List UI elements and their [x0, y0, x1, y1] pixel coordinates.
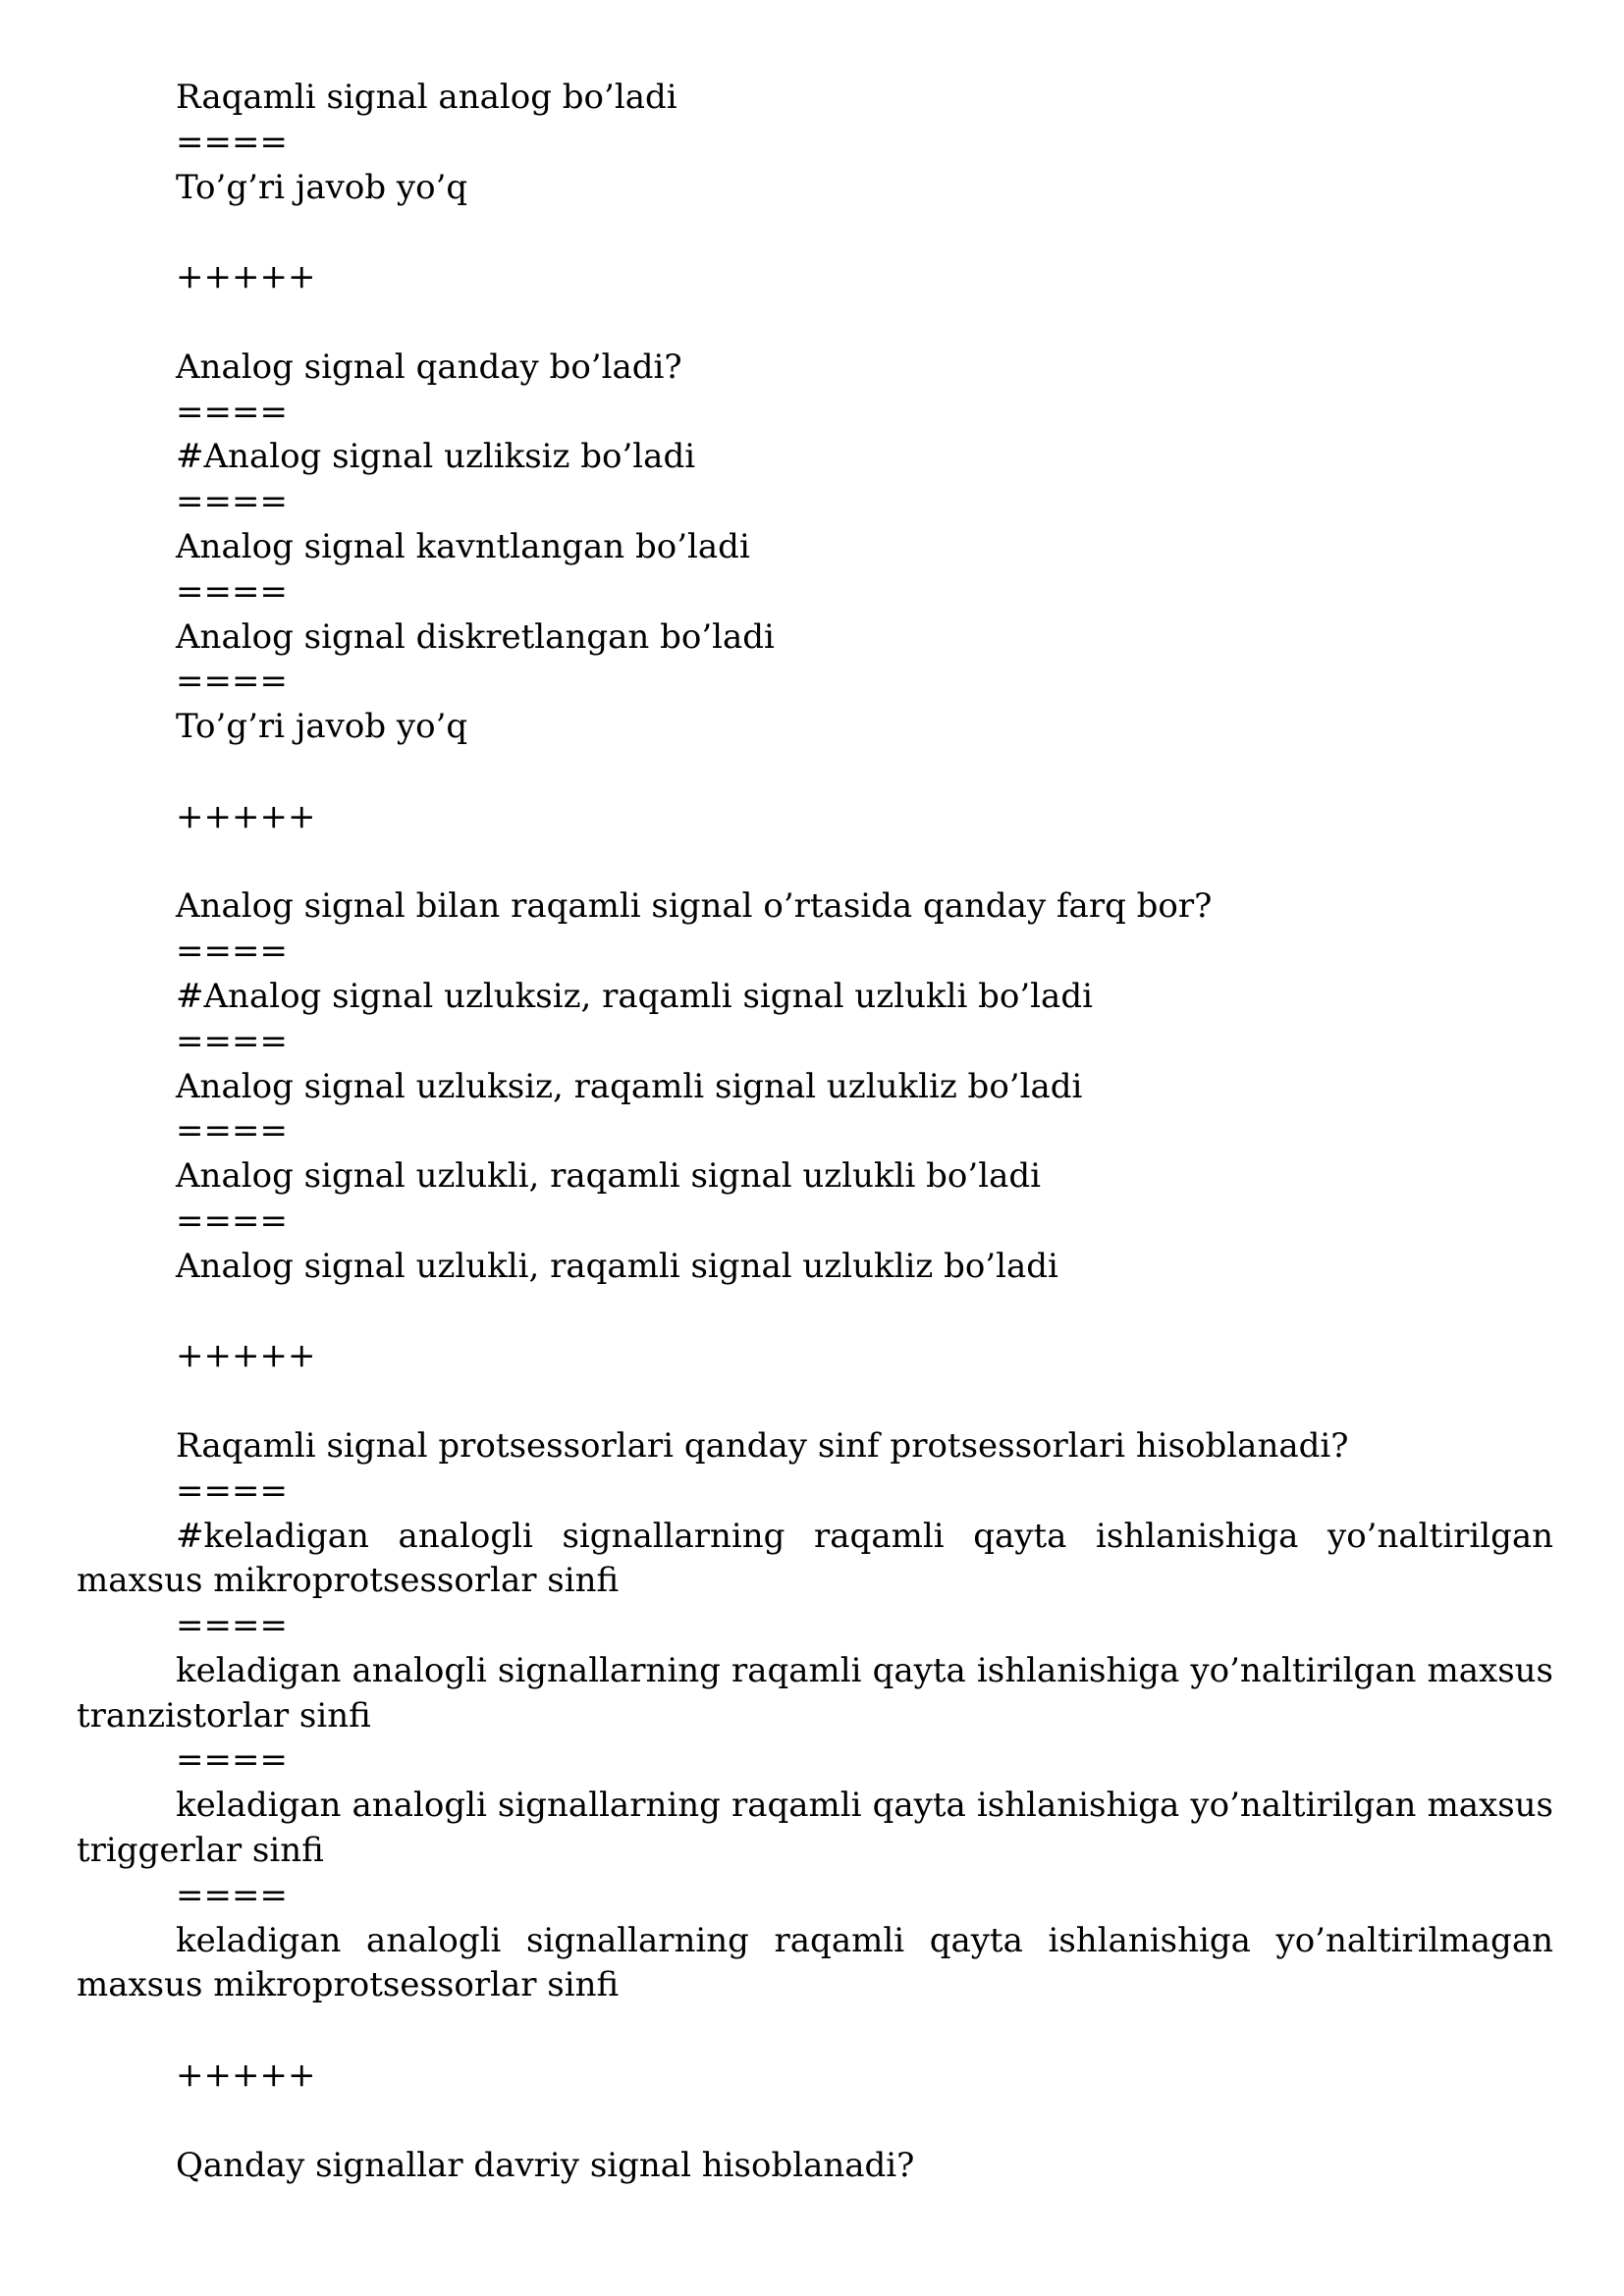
- question-text: Analog signal qanday bo’ladi?: [176, 347, 682, 387]
- question-text: Raqamli signal protsessorlari qanday sinf protsessorlari hisoblanadi?: [176, 1425, 1349, 1466]
- answer-separator: ====: [176, 932, 288, 972]
- question-separator: +++++: [176, 796, 316, 836]
- answer-separator: ====: [176, 1606, 288, 1646]
- answer-separator: ====: [176, 1021, 288, 1061]
- blank-line: [77, 210, 1553, 255]
- answer-separator: ====: [176, 1201, 288, 1241]
- question-text: Qanday signallar davriy signal hisoblanadi?: [176, 2145, 915, 2185]
- blank-line: [77, 840, 1553, 885]
- answer-option: Raqamli signal analog bo’ladi: [176, 78, 677, 117]
- blank-line: [77, 1379, 1553, 1424]
- blank-line: [77, 300, 1553, 346]
- answer-separator: ====: [176, 1470, 288, 1511]
- question-separator: +++++: [176, 2056, 316, 2096]
- answer-separator: ====: [176, 122, 288, 162]
- answer-separator: ====: [176, 482, 288, 522]
- blank-line: [77, 1290, 1553, 1335]
- answer-option-correct: #Analog signal uzliksiz bo’ladi: [176, 437, 696, 477]
- answer-option-correct: #Analog signal uzluksiz, raqamli signal uzlukli bo’ladi: [176, 976, 1093, 1016]
- answer-separator: ====: [176, 392, 288, 432]
- answer-option: keladigan analogli signallarning raqamli qayta ishlanishiga yo’naltirilgan maxsus triggerlar sinfi: [77, 1786, 1553, 1871]
- answer-option: keladigan analogli signallarning raqamli qayta ishlanishiga yo’naltirilgan maxsus tranzistorlar sinfi: [77, 1650, 1553, 1735]
- answer-separator: ====: [176, 1875, 288, 1915]
- answer-option: Analog signal uzluksiz, raqamli signal uzlukliz bo’ladi: [176, 1066, 1083, 1106]
- question-separator: +++++: [176, 1336, 316, 1376]
- document-page: [77, 76, 1553, 2188]
- answer-option: keladigan analogli signallarning raqamli qayta ishlanishiga yo’naltirilmagan maxsus mikroprotsessorlar sinfi: [77, 1920, 1553, 2005]
- answer-separator: ====: [176, 1740, 288, 1781]
- answer-separator: ====: [176, 1111, 288, 1151]
- blank-line: [77, 750, 1553, 795]
- answer-option-correct: #keladigan analogli signallarning raqamli qayta ishlanishiga yo’naltirilgan maxsus mikroprotsessorlar sinfi: [77, 1516, 1553, 1601]
- question-text: Analog signal bilan raqamli signal o’rtasida qanday farq bor?: [176, 886, 1213, 927]
- answer-option: Analog signal uzlukli, raqamli signal uzlukli bo’ladi: [176, 1156, 1041, 1197]
- answer-option: Analog signal kavntlangan bo’ladi: [176, 526, 750, 566]
- blank-line: [77, 2008, 1553, 2054]
- answer-separator: ====: [176, 571, 288, 612]
- answer-option: Analog signal diskretlangan bo’ladi: [176, 616, 775, 657]
- answer-option: Analog signal uzlukli, raqamli signal uzlukliz bo’ladi: [176, 1246, 1058, 1286]
- answer-option: To’g’ri javob yo’q: [176, 707, 468, 747]
- blank-line: [77, 2099, 1553, 2144]
- question-separator: +++++: [176, 257, 316, 297]
- answer-separator: ====: [176, 662, 288, 702]
- answer-option: To’g’ri javob yo’q: [176, 167, 468, 207]
